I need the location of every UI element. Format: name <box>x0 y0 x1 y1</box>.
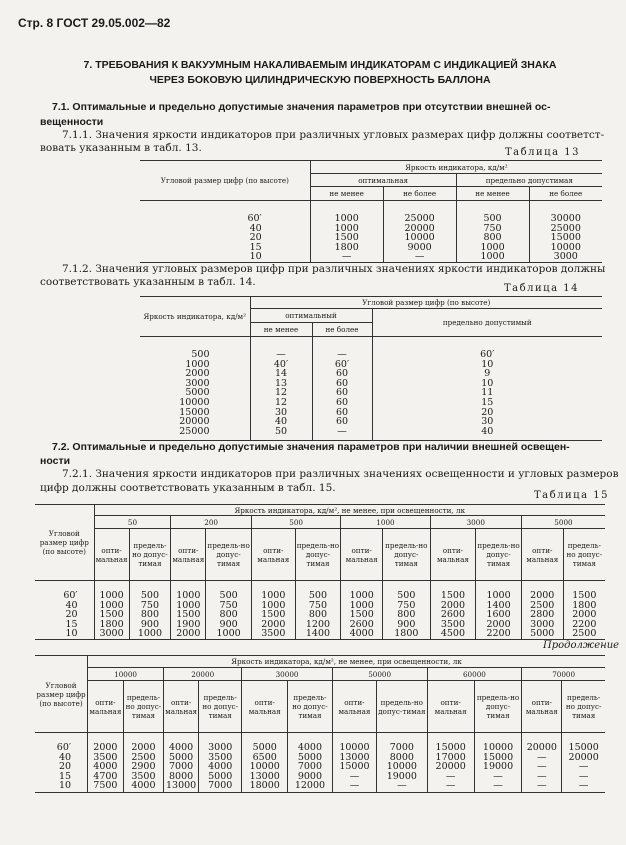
para-7-1-1-line1: 7.1.1. Значения яркости индикаторов при различных угловых размерах цифр должны соответст- <box>62 129 605 141</box>
table-15b-col-8: 15000 17000 20000 — — <box>435 742 466 792</box>
table-13-col-opt-max: 25000 20000 10000 9000 — <box>404 213 435 263</box>
table-13-min-header-2: не менее <box>456 187 529 201</box>
table-15b-lim-header: предель-но допус-тимая <box>288 681 333 733</box>
para-7-1-2-line1: 7.1.2. Значения угловых размеров цифр при различных значениях яркости индикаторов должны <box>62 263 606 275</box>
table-15b-lim-header: предель-но допус-тимая <box>123 681 163 733</box>
table-15b-lux-30000: 30000 <box>242 668 332 681</box>
table-15b-col-1: 2000 2500 2900 3500 4000 <box>131 742 156 792</box>
table-15b-col-10: 20000 — — — — <box>526 742 557 792</box>
table-15 <box>35 504 605 640</box>
table-15-group-header: Яркость индикатора, кд/м², не менее, при освещенности, лк <box>94 505 605 516</box>
table-15-lux-1000: 1000 <box>341 516 430 529</box>
table-13-col-opt-min: 1000 1000 1500 1800 — <box>334 213 359 263</box>
table-15-col-0: 1000 1000 1500 1800 3000 <box>99 590 124 640</box>
table-15b-opt-header: опти-мальная <box>88 681 124 733</box>
table-15-col-4: 1000 1000 1500 2000 3500 <box>261 590 286 640</box>
table-15-caption: Таблица 15 <box>534 490 609 501</box>
table-13-col-lim-max: 30000 25000 15000 10000 3000 <box>550 213 581 263</box>
table-15-lim-header: предель-но допус-тимая <box>476 529 522 581</box>
table-15-col-8: 1500 2000 2600 3500 4500 <box>440 590 466 640</box>
table-15b-col-size: 60′ 40 20 15 10 <box>56 742 72 792</box>
table-15b-lim-header: предель-но допус-тимая <box>562 681 605 733</box>
table-14 <box>140 296 602 441</box>
table-15b-col-3: 3000 3500 4000 5000 7000 <box>208 742 233 792</box>
para-7-2-1-line2: цифр должны соответствовать указанным в табл. 15. <box>40 482 336 494</box>
table-15b-lim-header: предель-но допус-тимая <box>377 681 427 733</box>
table-13-col-lim-min: 500 750 800 1000 1000 <box>480 213 505 263</box>
table-15b-group-header: Яркость индикатора, кд/м², не менее, при освещенности, лк <box>88 656 605 668</box>
table-15b-opt-header: опти-мальная <box>522 681 562 733</box>
table-15-opt-header: опти-мальная <box>341 529 383 581</box>
table-15-col-3: 500 750 800 900 1000 <box>216 590 241 640</box>
table-15-lux-500: 500 <box>251 516 340 529</box>
table-13-min-header: не менее <box>310 187 383 201</box>
para-7-2-1-line1: 7.2.1. Значения яркости индикаторов при различных значениях освещенности и угловых размеров <box>62 468 619 480</box>
table-15b-opt-header: опти-мальная <box>242 681 288 733</box>
table-15-col-5: 500 750 800 1200 1400 <box>305 590 331 640</box>
table-15b-opt-header: опти-мальная <box>332 681 376 733</box>
table-15-lim-header: предель-но допус-тимая <box>129 529 171 581</box>
table-15b-col-4: 5000 6500 10000 13000 18000 <box>249 742 280 792</box>
table-15b-opt-header: опти-мальная <box>427 681 474 733</box>
table-15-lux-5000: 5000 <box>521 516 605 529</box>
table-15b-lux-50000: 50000 <box>332 668 427 681</box>
table-15-lim-header: предель-но допус-тимая <box>383 529 431 581</box>
table-15b-lux-20000: 20000 <box>164 668 242 681</box>
table-15-lux-200: 200 <box>171 516 252 529</box>
table-15-opt-header: опти-мальная <box>94 529 129 581</box>
table-13-opt-header: оптимальная <box>310 174 456 187</box>
table-14-max-header: не более <box>312 323 372 337</box>
table-15-opt-header: опти-мальная <box>521 529 563 581</box>
table-14-lim-header: предельно допустимый <box>372 309 602 337</box>
table-14-col-lim: 60′ 10 9 10 11 15 20 30 40 <box>480 349 495 437</box>
table-13-col-size: 60′ 40 20 15 10 <box>247 213 262 263</box>
table-15b-lim-header: предель-но допус-тимая <box>199 681 242 733</box>
table-15-col-size: 60′ 40 20 15 10 <box>63 590 78 640</box>
table-15-lux-50: 50 <box>94 516 171 529</box>
table-13-lim-header: предельно допустимая <box>456 174 602 187</box>
table-14-col-brightness: 500 1000 2000 3000 5000 10000 15000 20000 25000 <box>179 349 210 437</box>
table-15b-lim-header: предель-но допус-тимая <box>474 681 522 733</box>
table-13-max-header-2: не более <box>529 187 602 201</box>
table-15-col-7: 500 750 800 900 1800 <box>394 590 419 640</box>
table-15b-lux-60000: 60000 <box>427 668 522 681</box>
table-13-rowhead: Угловой размер цифр (по высоте) <box>140 161 310 201</box>
table-15b-col-0: 2000 3500 4000 4700 7500 <box>93 742 118 792</box>
table-15b-col-5: 4000 5000 7000 9000 12000 <box>294 742 326 792</box>
section-7-title-line2: ЧЕРЕЗ БОКОВУЮ ЦИЛИНДРИЧЕСКУЮ ПОВЕРХНОСТЬ БАЛЛОНА <box>149 74 491 86</box>
table-13-group-header: Яркость индикатора, кд/м² <box>310 161 602 174</box>
para-7-1-2-line2: соответствовать указанным в табл. 14. <box>40 276 256 288</box>
table-15b-rowhead: Угловой размер цифр (по высоте) <box>35 656 88 733</box>
table-15-col-1: 500 750 800 900 1000 <box>137 590 163 640</box>
table-15b-lux-10000: 10000 <box>88 668 164 681</box>
table-15-opt-header: опти-мальная <box>171 529 206 581</box>
table-15b-col-9: 10000 15000 19000 — — <box>482 742 514 792</box>
para-7-1-line2: вещенности <box>40 116 104 128</box>
table-14-opt-header: оптимальный <box>250 309 372 323</box>
para-7-2-line1: 7.2. Оптимальные и предельно допустимые значения параметров при наличии внешней освещен- <box>52 441 570 453</box>
para-7-2-line2: ности <box>40 455 71 467</box>
table-15b-col-6: 10000 13000 15000 — — <box>339 742 370 792</box>
table-14-caption: Таблица 14 <box>504 283 579 294</box>
table-15-rowhead: Угловой размер цифр (по высоте) <box>35 505 94 581</box>
para-7-1-1-line2: вовать указанным в табл. 13. <box>40 142 202 154</box>
table-15b-opt-header: опти-мальная <box>164 681 199 733</box>
section-7-title-line1: 7. ТРЕБОВАНИЯ К ВАКУУМНЫМ НАКАЛИВАЕМЫМ ИНДИКАТОРАМ С ИНДИКАЦИЕЙ ЗНАКА <box>83 59 557 71</box>
para-7-1-line1: 7.1. Оптимальные и предельно допустимые значения параметров при отсутствии внешней ос- <box>52 101 551 113</box>
table-14-min-header: не менее <box>250 323 312 337</box>
table-15-col-2: 1000 1000 1500 1900 2000 <box>176 590 201 640</box>
table-14-col-opt-max: — 60′ 60 60 60 60 60 60 — <box>334 349 350 437</box>
table-13-caption: Таблица 13 <box>505 147 580 158</box>
table-14-col-opt-min: — 40′ 14 13 12 12 30 40 50 <box>273 349 289 437</box>
table-15b-col-2: 4000 5000 7000 8000 13000 <box>165 742 197 792</box>
table-15-lim-header: предель-но допус-тимая <box>563 529 605 581</box>
table-14-rowhead: Яркость индикатора, кд/м² <box>140 297 250 337</box>
table-13 <box>140 160 602 263</box>
table-15-lim-header: предель-но допус-тимая <box>206 529 252 581</box>
table-15b-col-11: 15000 20000 — — — <box>568 742 599 792</box>
page-header: Стр. 8 ГОСТ 29.05.002—82 <box>18 16 171 30</box>
continuation-label: Продолжение <box>543 640 620 651</box>
table-15b-lux-70000: 70000 <box>522 668 605 681</box>
table-13-max-header: не более <box>383 187 456 201</box>
table-15-col-6: 1000 1000 1500 2600 4000 <box>349 590 374 640</box>
table-15-opt-header: опти-мальная <box>251 529 295 581</box>
table-15-col-9: 1000 1400 1600 2000 2200 <box>486 590 511 640</box>
table-15-continued <box>35 655 605 793</box>
table-14-group-header: Угловой размер цифр (по высоте) <box>250 297 602 309</box>
table-15-lim-header: предель-но допус-тимая <box>295 529 341 581</box>
table-15-opt-header: опти-мальная <box>430 529 476 581</box>
table-15-col-10: 2000 2500 2800 3000 5000 <box>530 590 555 640</box>
table-15-col-11: 1500 1800 2000 2200 2500 <box>572 590 597 640</box>
table-15b-col-7: 7000 8000 10000 19000 — <box>386 742 417 792</box>
table-15-lux-3000: 3000 <box>430 516 521 529</box>
